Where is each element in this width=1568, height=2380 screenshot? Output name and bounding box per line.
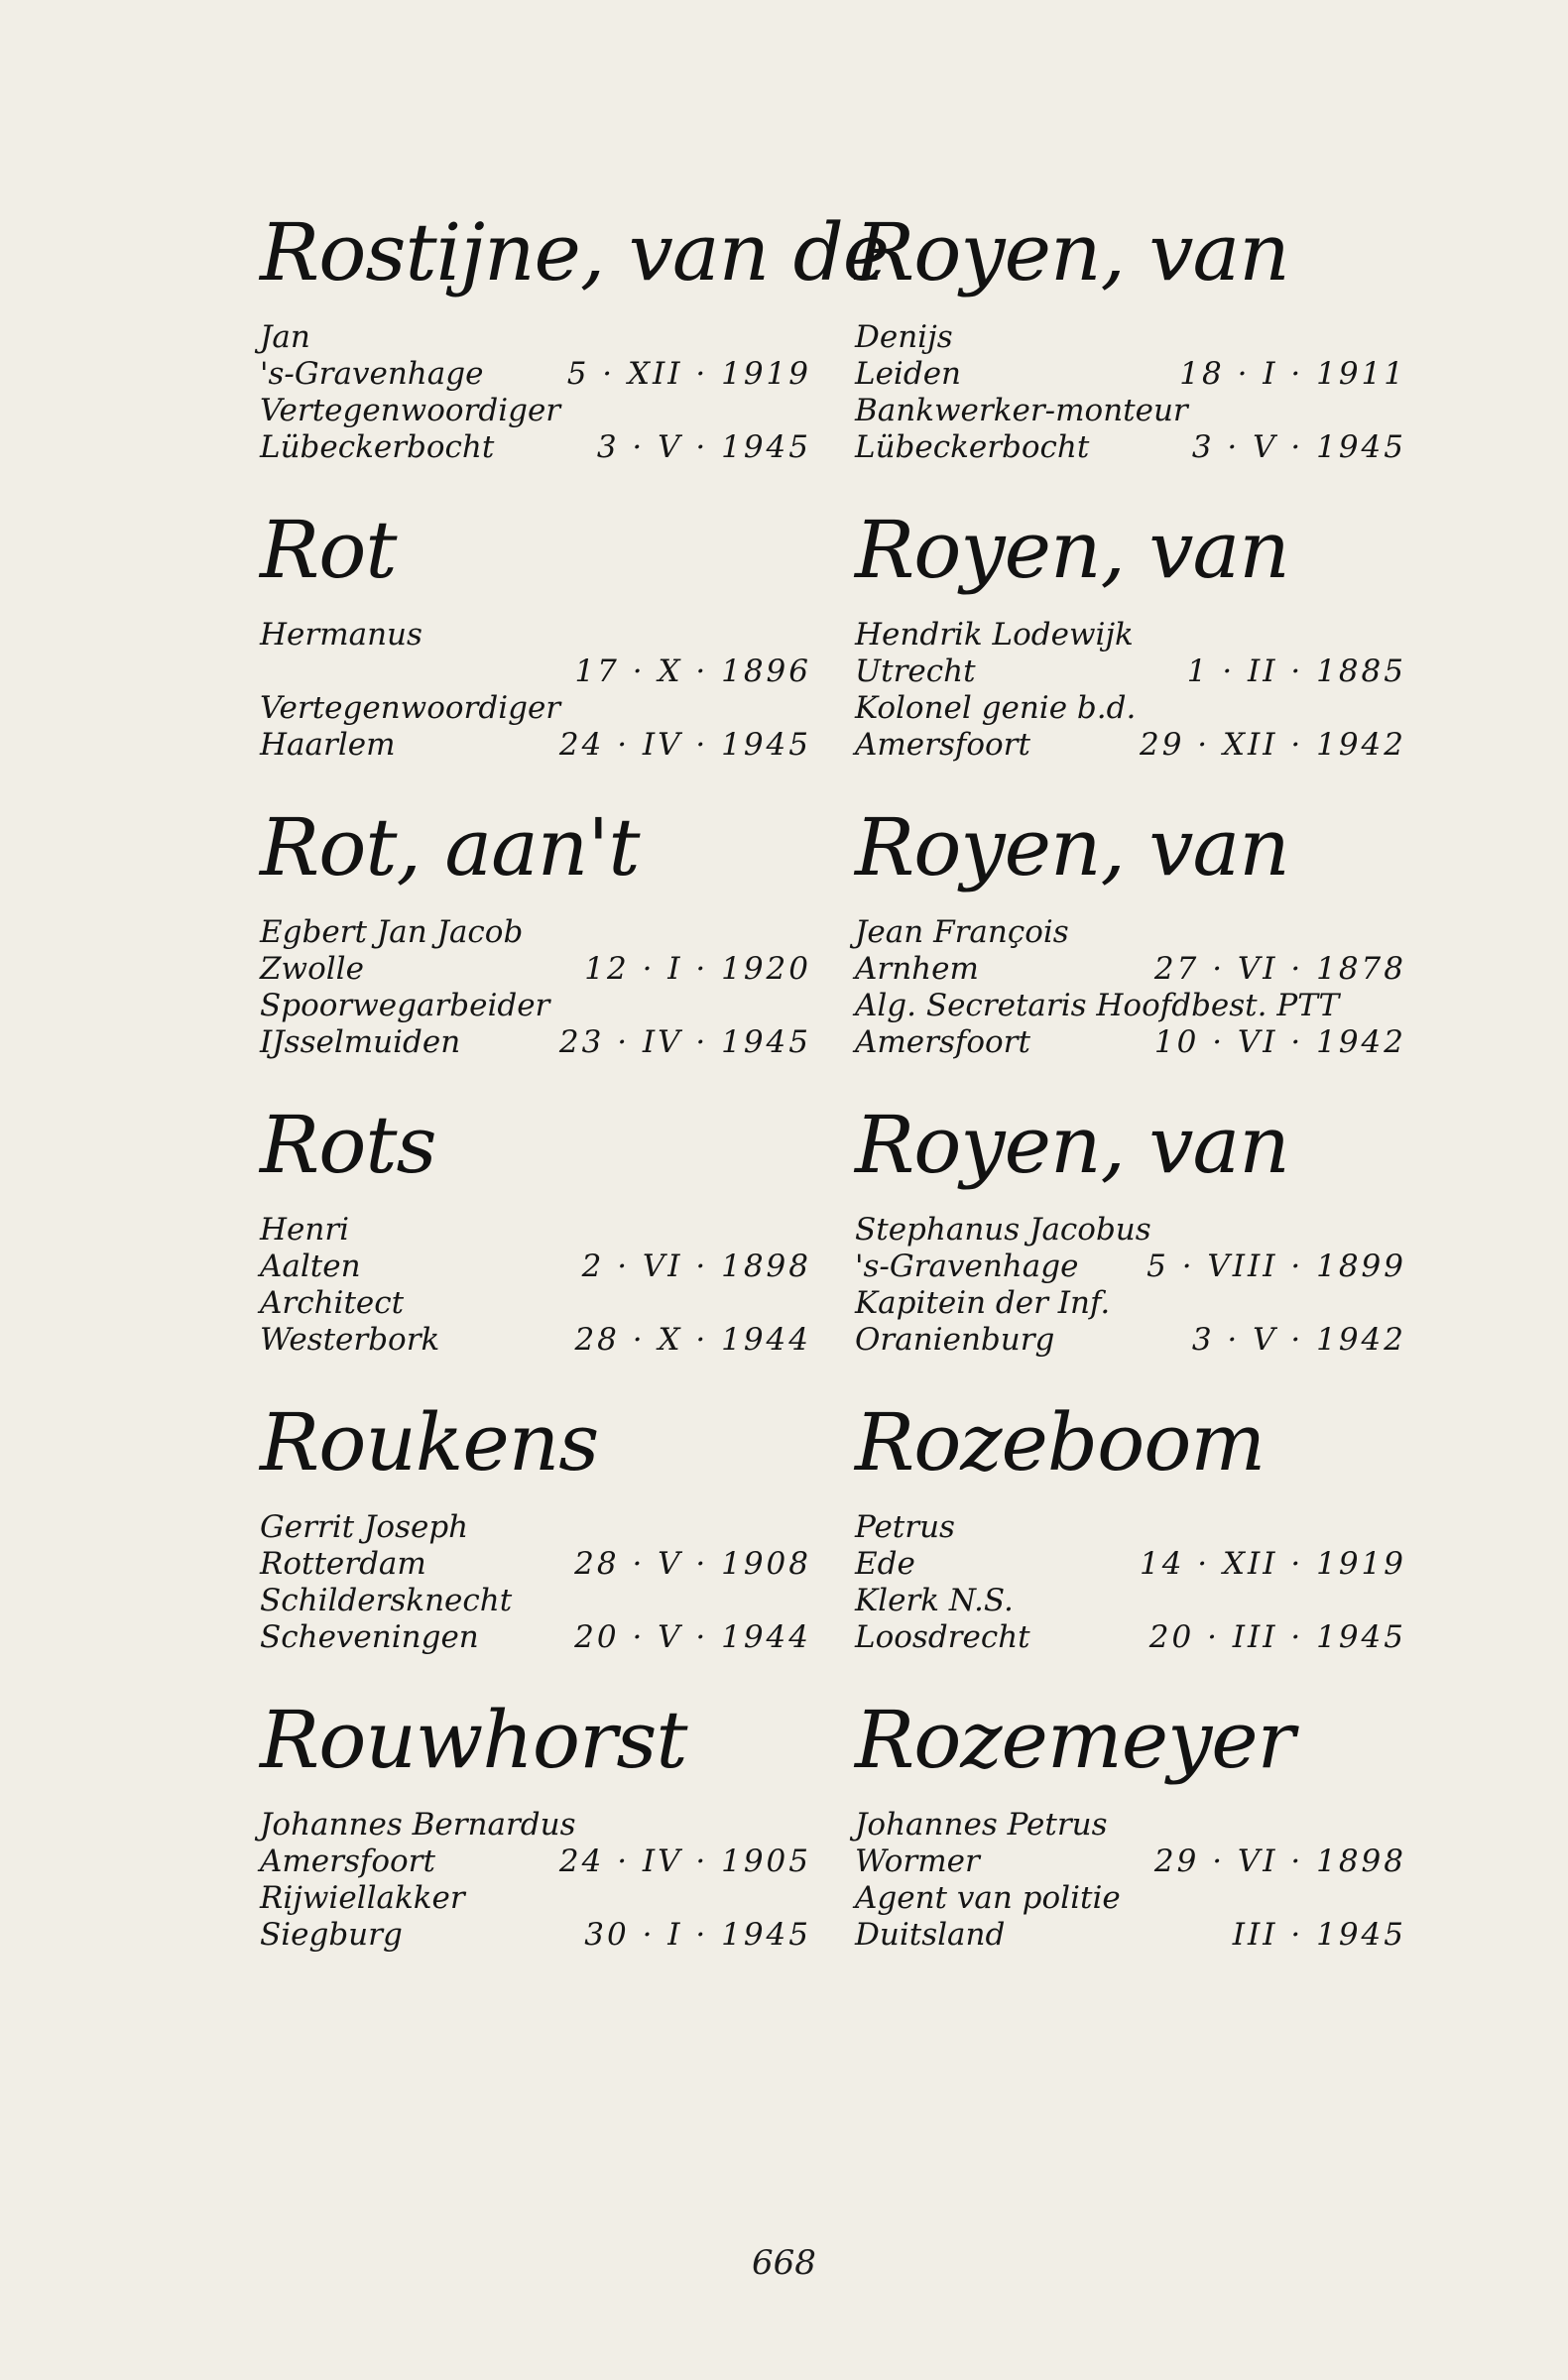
given-names xyxy=(260,1807,815,1844)
surname-heading: Rozeboom xyxy=(855,1396,1266,1488)
given-names-text: Hermanus xyxy=(260,617,422,653)
birth-line xyxy=(260,951,815,988)
given-names xyxy=(260,914,815,951)
entry-card xyxy=(260,496,815,793)
occupation: Kapitein der Inf. xyxy=(855,1285,1111,1321)
given-names xyxy=(855,914,1410,951)
death-line xyxy=(260,1024,815,1061)
occupation: Vertegenwoordiger xyxy=(260,393,561,428)
right-column xyxy=(855,198,1410,1983)
birth-line xyxy=(260,1546,815,1583)
given-names-text: Denijs xyxy=(855,319,953,355)
given-names xyxy=(855,1212,1410,1249)
occupation-line xyxy=(855,988,1410,1024)
surname-heading: Royen, van xyxy=(855,206,1289,298)
given-names-text: Jean François xyxy=(855,914,1069,950)
surname-heading: Royen, van xyxy=(855,801,1289,893)
death-date: 20 · V · 1944 xyxy=(574,1619,811,1655)
death-place: Oranienburg xyxy=(855,1322,1055,1358)
death-date: III · 1945 xyxy=(1232,1917,1406,1953)
death-place: Westerbork xyxy=(260,1322,440,1358)
given-names-text: Petrus xyxy=(855,1509,955,1545)
occupation-line xyxy=(855,1583,1410,1619)
surname-heading: Rostijne, van de xyxy=(260,206,890,298)
given-names xyxy=(855,1509,1410,1546)
birth-place: Leiden xyxy=(855,356,962,392)
occupation-line xyxy=(260,988,815,1024)
given-names xyxy=(260,1509,815,1546)
entry-card xyxy=(260,198,890,496)
given-names-text: Stephanus Jacobus xyxy=(855,1212,1151,1248)
birth-date: 12 · I · 1920 xyxy=(584,951,811,987)
birth-date: 14 · XII · 1919 xyxy=(1139,1546,1406,1582)
death-date: 3 · V · 1942 xyxy=(1191,1322,1406,1358)
death-line xyxy=(260,1619,815,1656)
birth-place: 's-Gravenhage xyxy=(260,356,484,392)
entry-card xyxy=(855,1388,1410,1686)
birth-place: Aalten xyxy=(260,1249,361,1284)
birth-line xyxy=(260,356,815,393)
given-names xyxy=(260,1212,815,1249)
death-line xyxy=(260,727,815,764)
surname-heading: Rozemeyer xyxy=(855,1694,1294,1786)
birth-date: 27 · VI · 1878 xyxy=(1153,951,1406,987)
death-date: 23 · IV · 1945 xyxy=(558,1024,811,1060)
death-line xyxy=(260,1322,815,1359)
entry-card xyxy=(260,1686,815,1983)
death-place: Lübeckerbocht xyxy=(260,429,495,465)
death-date: 29 · XII · 1942 xyxy=(1139,727,1406,763)
death-date: 20 · III · 1945 xyxy=(1148,1619,1406,1655)
given-names xyxy=(260,617,815,654)
birth-place: Zwolle xyxy=(260,951,364,987)
birth-line xyxy=(855,356,1410,393)
page-number: 668 xyxy=(752,2243,816,2283)
given-names-text: Henri xyxy=(260,1212,350,1248)
death-line xyxy=(855,1024,1410,1061)
death-line xyxy=(855,1322,1410,1359)
birth-date: 5 · VIII · 1899 xyxy=(1146,1249,1406,1284)
given-names xyxy=(855,617,1410,654)
birth-line xyxy=(260,1844,815,1880)
given-names-text: Hendrik Lodewijk xyxy=(855,617,1134,653)
death-date: 28 · X · 1944 xyxy=(574,1322,811,1358)
surname-heading: Roukens xyxy=(260,1396,599,1488)
birth-line xyxy=(260,1249,815,1285)
death-date: 3 · V · 1945 xyxy=(596,429,811,465)
birth-date: 17 · X · 1896 xyxy=(574,654,811,689)
occupation: Architect xyxy=(260,1285,405,1321)
birth-date: 29 · VI · 1898 xyxy=(1153,1844,1406,1879)
death-line xyxy=(855,727,1410,764)
surname-heading: Rot, aan't xyxy=(260,801,640,893)
death-place: Haarlem xyxy=(260,727,396,763)
occupation: Klerk N.S. xyxy=(855,1583,1014,1618)
birth-date: 1 · II · 1885 xyxy=(1186,654,1406,689)
surname-heading: Royen, van xyxy=(855,1099,1289,1191)
death-line xyxy=(855,1917,1410,1954)
death-place: Amersfoort xyxy=(855,1024,1030,1060)
birth-place: Amersfoort xyxy=(260,1844,435,1879)
birth-place: Arnhem xyxy=(855,951,979,987)
occupation: Kolonel genie b.d. xyxy=(855,690,1137,726)
surname-heading: Rot xyxy=(260,504,397,596)
given-names-text: Gerrit Joseph xyxy=(260,1509,469,1545)
birth-line xyxy=(855,1546,1410,1583)
occupation: Alg. Secretaris Hoofdbest. PTT xyxy=(855,988,1340,1023)
entry-card xyxy=(855,1091,1410,1388)
death-place: Amersfoort xyxy=(855,727,1030,763)
occupation: Vertegenwoordiger xyxy=(260,690,561,726)
occupation-line xyxy=(260,393,815,429)
death-date: 3 · V · 1945 xyxy=(1191,429,1406,465)
entry-card xyxy=(855,496,1410,793)
birth-date: 28 · V · 1908 xyxy=(574,1546,811,1582)
birth-place: Wormer xyxy=(855,1844,980,1879)
given-names xyxy=(260,319,815,356)
occupation-line xyxy=(260,1880,815,1917)
entry-card xyxy=(855,1686,1410,1983)
death-line xyxy=(260,429,815,466)
birth-date: 2 · VI · 1898 xyxy=(581,1249,811,1284)
birth-date: 5 · XII · 1919 xyxy=(566,356,811,392)
birth-place: 's-Gravenhage xyxy=(855,1249,1079,1284)
occupation: Bankwerker-monteur xyxy=(855,393,1188,428)
birth-date: 24 · IV · 1905 xyxy=(558,1844,811,1879)
surname-heading: Rots xyxy=(260,1099,436,1191)
surname-heading: Rouwhorst xyxy=(260,1694,687,1786)
death-date: 10 · VI · 1942 xyxy=(1153,1024,1406,1060)
given-names xyxy=(855,1807,1410,1844)
occupation-line xyxy=(855,1880,1410,1917)
given-names-text: Johannes Bernardus xyxy=(260,1807,576,1843)
death-line xyxy=(855,429,1410,466)
entry-card xyxy=(260,1091,815,1388)
birth-place: Rotterdam xyxy=(260,1546,426,1582)
occupation: Agent van politie xyxy=(855,1880,1121,1916)
given-names-text: Jan xyxy=(260,319,310,355)
entry-card xyxy=(855,793,1410,1091)
birth-place: Utrecht xyxy=(855,654,976,689)
death-date: 30 · I · 1945 xyxy=(584,1917,811,1953)
birth-line xyxy=(855,1249,1410,1285)
occupation: Schildersknecht xyxy=(260,1583,513,1618)
given-names-text: Johannes Petrus xyxy=(855,1807,1108,1843)
birth-line xyxy=(855,951,1410,988)
occupation-line xyxy=(855,690,1410,727)
death-place: Duitsland xyxy=(855,1917,1006,1953)
occupation-line xyxy=(855,393,1410,429)
occupation-line xyxy=(260,1285,815,1322)
death-line xyxy=(855,1619,1410,1656)
birth-date: 18 · I · 1911 xyxy=(1179,356,1406,392)
occupation-line xyxy=(260,1583,815,1619)
occupation-line xyxy=(260,690,815,727)
entry-card xyxy=(260,793,815,1091)
birth-line xyxy=(855,1844,1410,1880)
entry-card xyxy=(855,198,1410,496)
death-place: Lübeckerbocht xyxy=(855,429,1090,465)
occupation-line xyxy=(855,1285,1410,1322)
surname-heading: Royen, van xyxy=(855,504,1289,596)
death-line xyxy=(260,1917,815,1954)
given-names xyxy=(855,319,1410,356)
death-place: Siegburg xyxy=(260,1917,403,1953)
birth-line xyxy=(855,654,1410,690)
death-place: Scheveningen xyxy=(260,1619,479,1655)
occupation: Spoorwegarbeider xyxy=(260,988,550,1023)
death-place: IJsselmuiden xyxy=(260,1024,461,1060)
given-names-text: Egbert Jan Jacob xyxy=(260,914,524,950)
occupation: Rijwiellakker xyxy=(260,1880,465,1916)
death-date: 24 · IV · 1945 xyxy=(558,727,811,763)
birth-place: Ede xyxy=(855,1546,915,1582)
birth-line xyxy=(260,654,815,690)
entry-card xyxy=(260,1388,815,1686)
death-place: Loosdrecht xyxy=(855,1619,1030,1655)
